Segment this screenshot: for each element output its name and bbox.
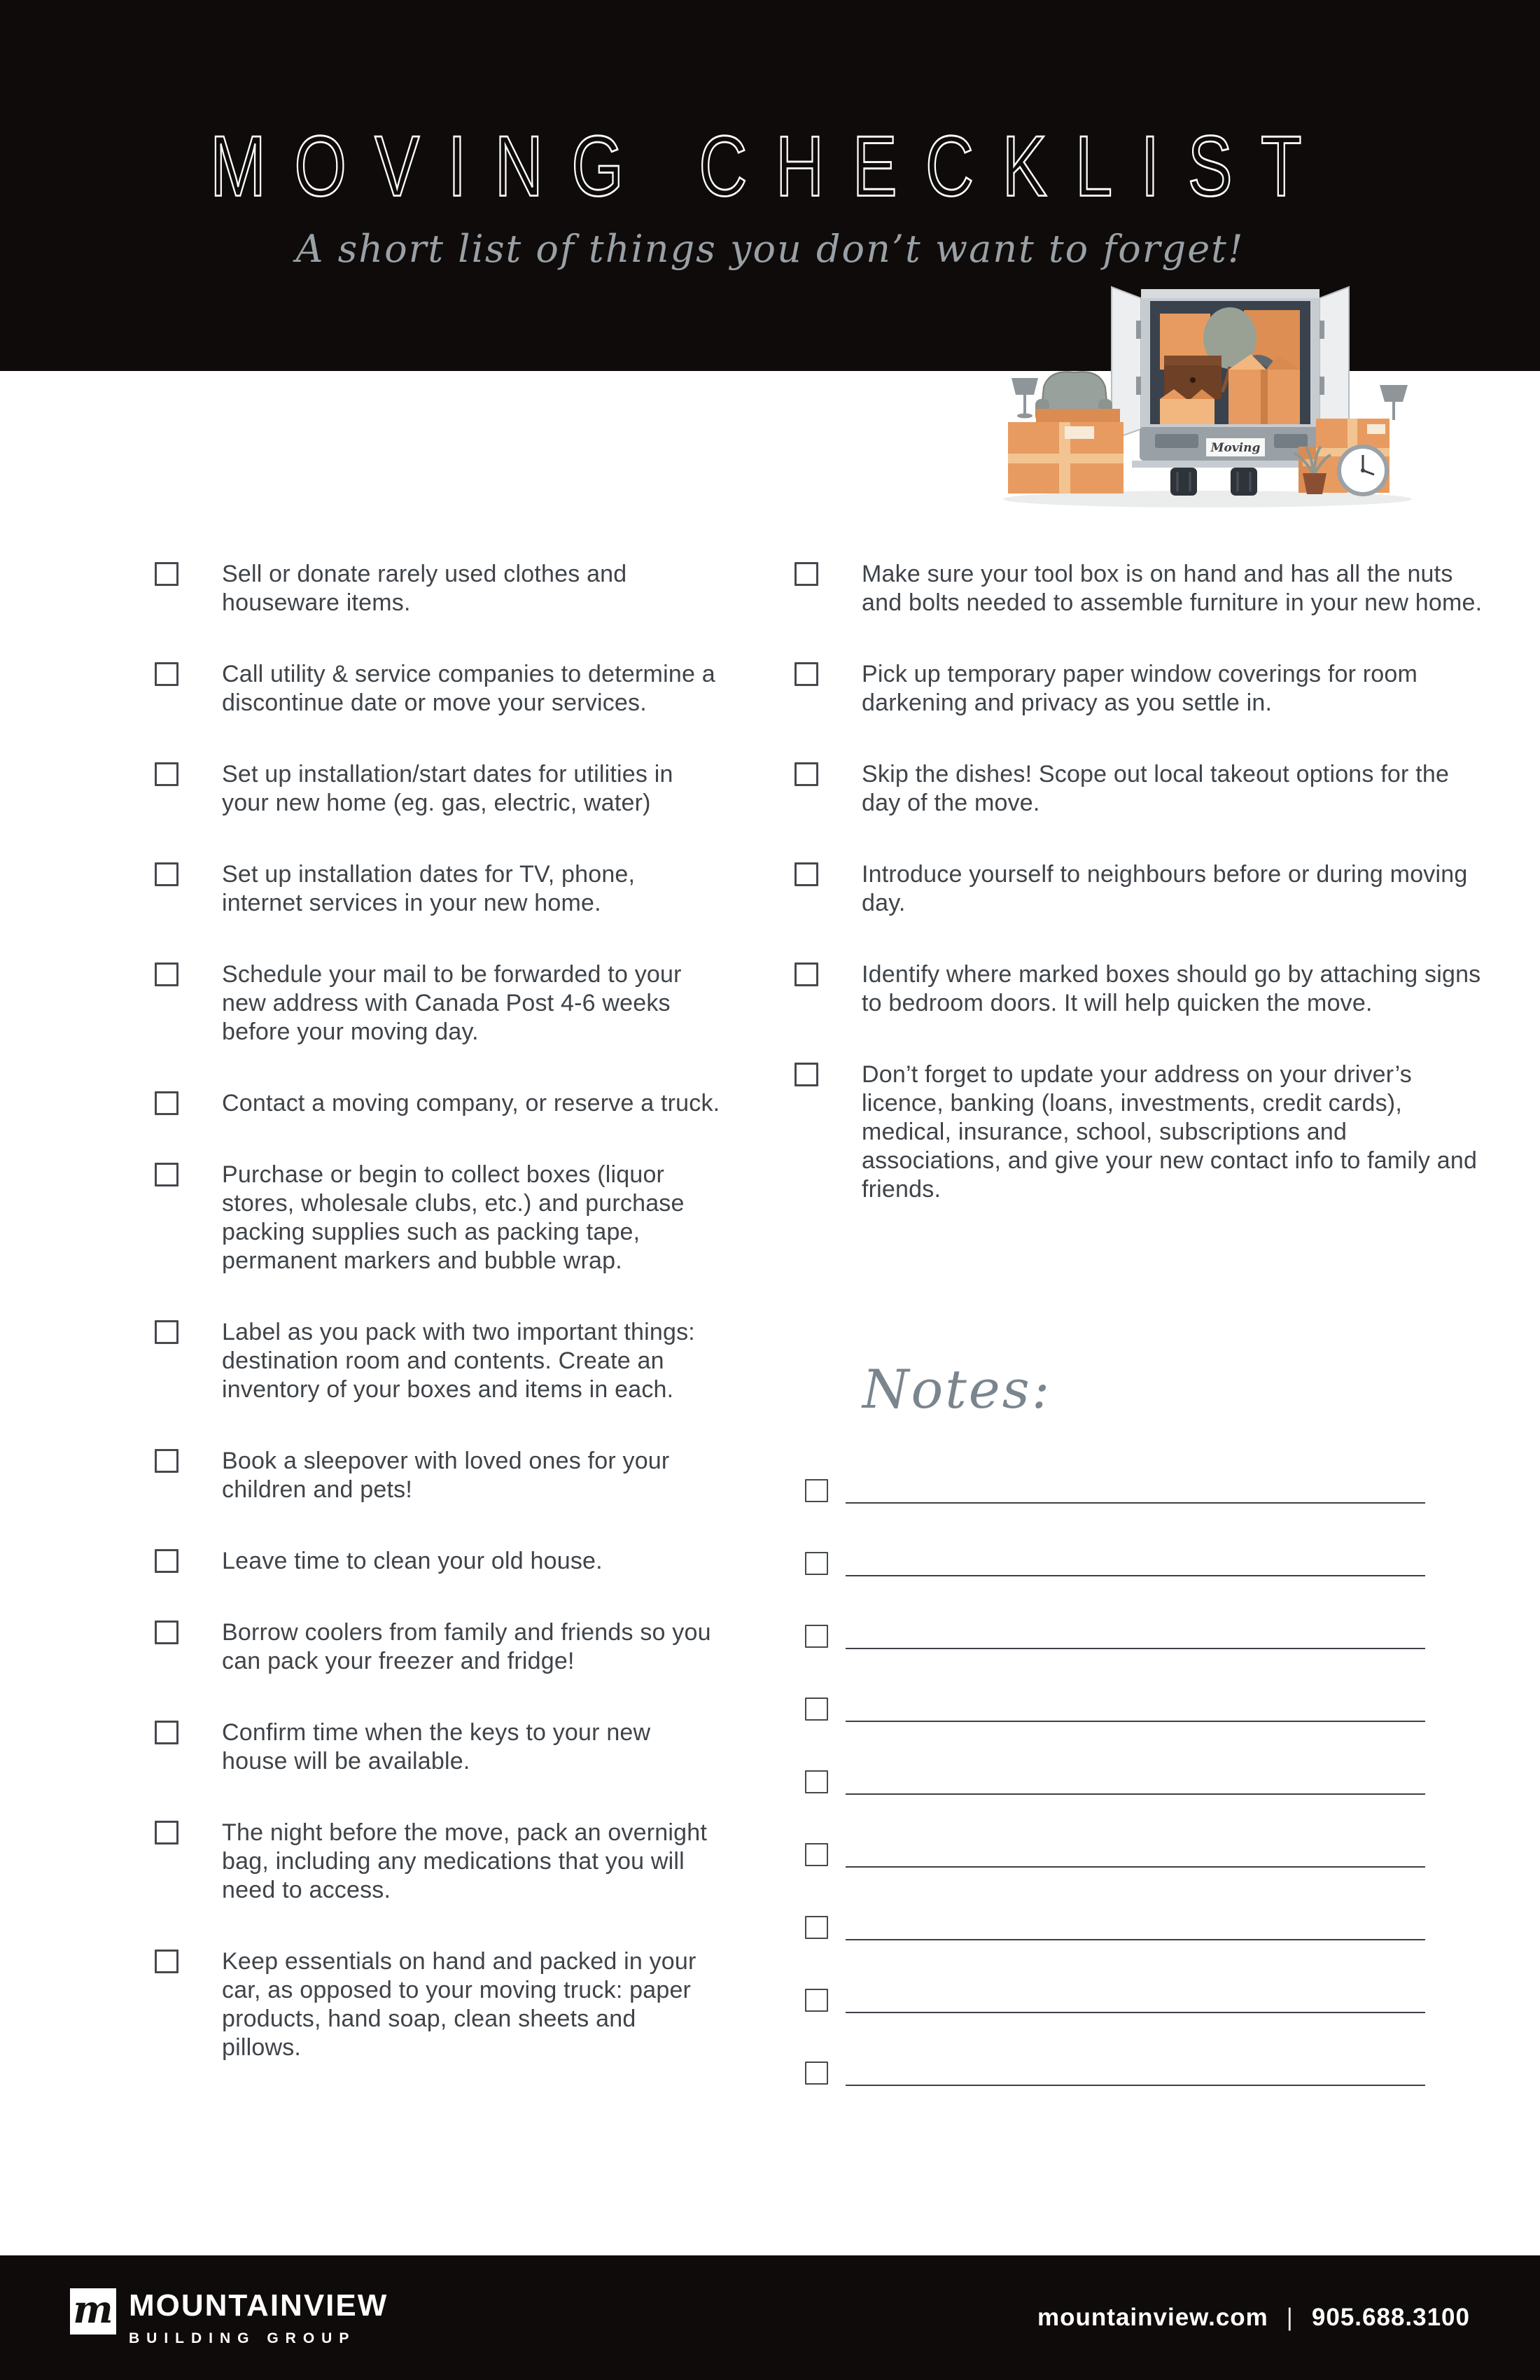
notes-title: Notes: [862,1358,1052,1420]
checklist-item [155,860,722,918]
checklist-item [794,560,1488,617]
checklist-item [794,1060,1488,1204]
checklist-item-text: Set up installation dates for TV, phone, internet services in your new home. [222,861,636,916]
cargo-boxes [1160,307,1300,424]
checklist-item [155,1161,722,1275]
checklist-item [155,1618,722,1676]
checklist-item-text: Contact a moving company, or reserve a truck. [222,1090,720,1116]
checkbox[interactable] [794,662,818,686]
checklist-item-text: Sell or donate rarely used clothes and houseware items. [222,561,627,616]
website-link[interactable]: mountainview.com [1037,2304,1268,2331]
checklist-column-right [794,560,1488,1247]
checklist-item [155,1718,722,1776]
checkbox[interactable] [794,862,818,886]
checklist-item-text: Label as you pack with two important things: destination room and contents. Create an inventory of your boxes and items in each. [222,1319,695,1403]
note-row [805,1843,1425,1868]
checkbox[interactable] [155,1163,178,1186]
note-row [805,1625,1425,1649]
checklist-item [794,860,1488,918]
note-write-line[interactable] [846,2062,1425,2086]
checkbox[interactable] [794,1063,818,1086]
moving-truck-illustration [997,272,1424,512]
checklist-item [794,760,1488,818]
checklist-item [155,760,722,818]
checklist-item-text: Purchase or begin to collect boxes (liquor stores, wholesale clubs, etc.) and purchase packing supplies such as packing tape, permanent markers and bubble wrap. [222,1161,685,1274]
checklist-item [155,1819,722,1905]
checklist-item-text: Pick up temporary paper window coverings for room darkening and privacy as you settle in. [862,661,1418,716]
brand-logo [70,2288,388,2347]
checkbox[interactable] [155,562,178,586]
checkbox[interactable] [805,1625,828,1648]
checkbox[interactable] [805,2062,828,2085]
checkbox[interactable] [155,962,178,986]
checklist-item-text: Schedule your mail to be forwarded to your new address with Canada Post 4-6 weeks before your moving day. [222,961,682,1045]
checklist-item-text: Call utility & service companies to determine a discontinue date or move your services. [222,661,715,716]
wheel-left [1170,468,1197,496]
checklist-item [155,660,722,718]
note-rows [805,1479,1425,2086]
checkbox[interactable] [155,662,178,686]
checklist-item-text: Borrow coolers from family and friends so you can pack your freezer and fridge! [222,1619,711,1674]
note-row [805,1916,1425,1940]
checklist-item-text: Make sure your tool box is on hand and has all the nuts and bolts needed to assemble furniture in your new home. [862,561,1483,616]
note-write-line[interactable] [846,1989,1425,2013]
checklist-item-text: Skip the dishes! Scope out local takeout options for the day of the move. [862,761,1450,816]
note-row [805,1552,1425,1576]
checklist-item-text: Don’t forget to update your address on your driver’s licence, banking (loans, investments, credit cards), medical, insurance, school, subscriptions and associations, and give your new contact info to family and friends. [862,1061,1478,1203]
checklist-item [794,960,1488,1018]
checklist-item-text: Introduce yourself to neighbours before or during moving day. [862,861,1468,916]
note-write-line[interactable] [846,1698,1425,1722]
notes-section [805,1354,1425,2134]
checkbox[interactable] [155,1549,178,1573]
wheel-right [1231,468,1257,496]
brand-mark-icon [70,2288,116,2334]
footer-banner [0,2255,1540,2380]
checklist-item [155,560,722,617]
checkbox[interactable] [794,962,818,986]
checkbox[interactable] [805,1770,828,1793]
checklist-item-text: The night before the move, pack an overnight bag, including any medications that you will need to access. [222,1819,708,1903]
truck-door-right [1320,287,1349,440]
checklist-item [155,1318,722,1404]
checkbox[interactable] [155,1949,178,1973]
lamp-icon [1011,378,1038,395]
brand-text [129,2288,388,2347]
checkbox[interactable] [155,1721,178,1744]
checkbox[interactable] [805,1989,828,2012]
checkbox[interactable] [155,762,178,786]
checkbox[interactable] [155,1821,178,1844]
checklist-item-text: Keep essentials on hand and packed in your car, as opposed to your moving truck: paper products, hand soap, clean sheets and pillows. [222,1948,696,2061]
note-row [805,1698,1425,1722]
left-box-stack [1008,372,1124,493]
checklist-item-text: Book a sleepover with loved ones for your children and pets! [222,1448,670,1503]
contact-separator: | [1286,2304,1294,2331]
checkbox[interactable] [805,1479,828,1502]
checkbox[interactable] [794,562,818,586]
checkbox[interactable] [805,1843,828,1866]
note-row [805,1479,1425,1504]
checkbox[interactable] [794,762,818,786]
note-row [805,1989,1425,2013]
checklist-item [155,1547,722,1576]
checklist-item [155,960,722,1046]
checkbox[interactable] [805,1698,828,1721]
clock-icon [1339,447,1387,494]
checklist-item [155,1447,722,1504]
page-subtitle: A short list of things you don’t want to forget! [295,227,1245,271]
checklist-item [155,1947,722,2062]
note-write-line[interactable] [846,1843,1425,1868]
checklist-column-left [155,560,722,2105]
page-title: MOVING CHECKLIST [210,118,1330,215]
truck-label: Moving [1210,441,1261,455]
checklist-item-text: Identify where marked boxes should go by attaching signs to bedroom doors. It will help quicken the move. [862,961,1481,1016]
checklist-item-text: Confirm time when the keys to your new house will be available. [222,1719,651,1774]
note-write-line[interactable] [846,1916,1425,1940]
footer-contact [1037,2304,1470,2332]
note-write-line[interactable] [846,1770,1425,1795]
note-write-line[interactable] [846,1479,1425,1504]
lamp-icon-small [1380,385,1408,402]
checkbox[interactable] [155,862,178,886]
checklist-item-text: Set up installation/start dates for utilities in your new home (eg. gas, electric, water) [222,761,673,816]
note-row [805,2062,1425,2086]
checklist-item-text: Leave time to clean your old house. [222,1548,603,1574]
checkbox[interactable] [155,1091,178,1115]
checkbox[interactable] [805,1916,828,1939]
note-write-line[interactable] [846,1552,1425,1576]
checkbox[interactable] [155,1320,178,1344]
brand-mark-letter: m [73,2287,113,2332]
checkbox[interactable] [805,1552,828,1575]
checkbox[interactable] [155,1449,178,1473]
phone-number[interactable]: 905.688.3100 [1311,2304,1470,2331]
note-row [805,1770,1425,1795]
brand-tagline: BUILDING GROUP [129,2330,356,2346]
checklist-item [794,660,1488,718]
brand-name: MOUNTAINVIEW [129,2288,388,2323]
checkbox[interactable] [155,1620,178,1644]
note-write-line[interactable] [846,1625,1425,1649]
checklist-item [155,1089,722,1118]
